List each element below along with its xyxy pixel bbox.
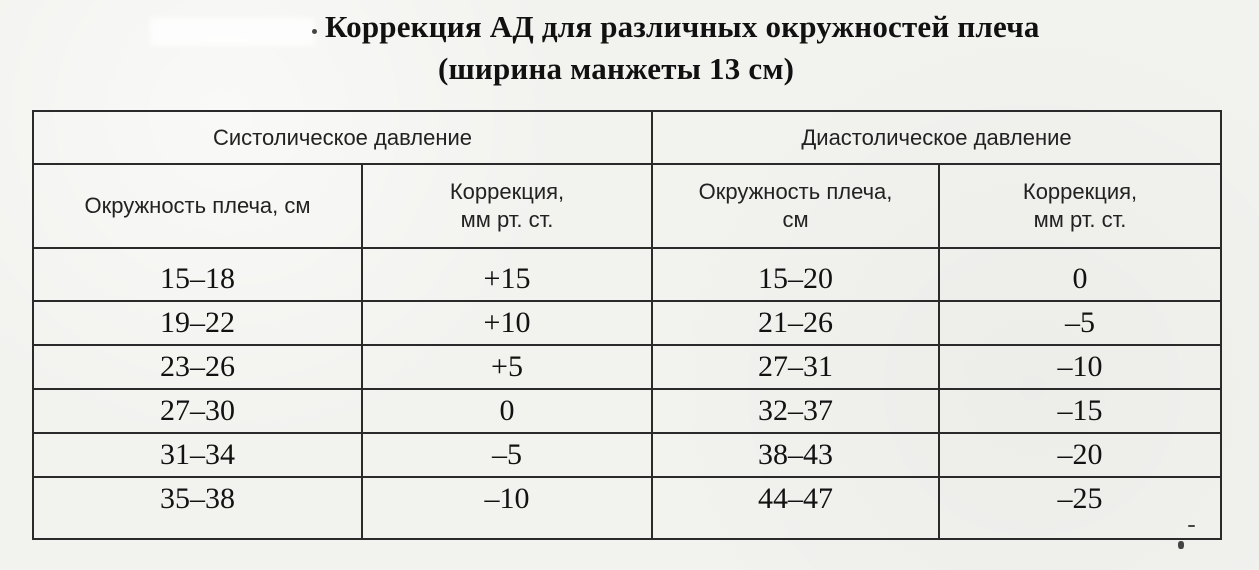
systolic-correction-cell: –5 <box>362 433 652 477</box>
table-row <box>33 345 1221 389</box>
table-row <box>33 433 1221 477</box>
table-row <box>33 477 1221 539</box>
table-row <box>33 248 1221 301</box>
systolic-correction-cell: +10 <box>362 301 652 345</box>
diastolic-correction-cell: –15 <box>939 389 1221 433</box>
systolic-circumference-header: Окружность плеча, см <box>33 164 362 248</box>
diastolic-circumference-cell: 27–31 <box>652 345 939 389</box>
diastolic-circumference-header: Окружность плеча, см <box>652 164 939 248</box>
systolic-circumference-cell: 15–18 <box>33 248 362 301</box>
diastolic-circumference-cell: 32–37 <box>652 389 939 433</box>
systolic-circumference-cell: 19–22 <box>33 301 362 345</box>
table-subheader-row <box>33 164 1221 248</box>
diastolic-circumference-cell: 15–20 <box>652 248 939 301</box>
systolic-circumference-cell: 31–34 <box>33 433 362 477</box>
erased-label-area <box>150 18 315 46</box>
systolic-correction-cell: –10 <box>362 477 652 539</box>
diastolic-correction-header: Коррекция, мм рт. ст. <box>939 164 1221 248</box>
table-group-header-row <box>33 111 1221 164</box>
table-row <box>33 301 1221 345</box>
diastolic-circumference-cell: 44–47 <box>652 477 939 539</box>
systolic-correction-cell: 0 <box>362 389 652 433</box>
title-line-1: Коррекция АД для различных окружностей плеча <box>325 9 1040 44</box>
table-row <box>33 389 1221 433</box>
scan-mark <box>1178 541 1184 549</box>
diastolic-circumference-cell: 21–26 <box>652 301 939 345</box>
systolic-correction-cell: +15 <box>362 248 652 301</box>
systolic-circumference-cell: 23–26 <box>33 345 362 389</box>
title-line-2: (ширина манжеты 13 см) <box>438 51 795 86</box>
systolic-circumference-cell: 35–38 <box>33 477 362 539</box>
diastolic-correction-cell: 0 <box>939 248 1221 301</box>
scan-dot <box>312 29 317 34</box>
diastolic-correction-cell: –10 <box>939 345 1221 389</box>
diastolic-circumference-cell: 38–43 <box>652 433 939 477</box>
diastolic-correction-cell: –25 <box>939 477 1221 539</box>
systolic-circumference-cell: 27–30 <box>33 389 362 433</box>
diastolic-group-header: Диастолическое давление <box>652 111 1221 164</box>
blood-pressure-correction-table <box>32 110 1222 540</box>
diastolic-correction-cell: –5 <box>939 301 1221 345</box>
systolic-group-header: Систолическое давление <box>33 111 652 164</box>
diastolic-correction-cell: –20 <box>939 433 1221 477</box>
systolic-correction-header: Коррекция, мм рт. ст. <box>362 164 652 248</box>
systolic-correction-cell: +5 <box>362 345 652 389</box>
